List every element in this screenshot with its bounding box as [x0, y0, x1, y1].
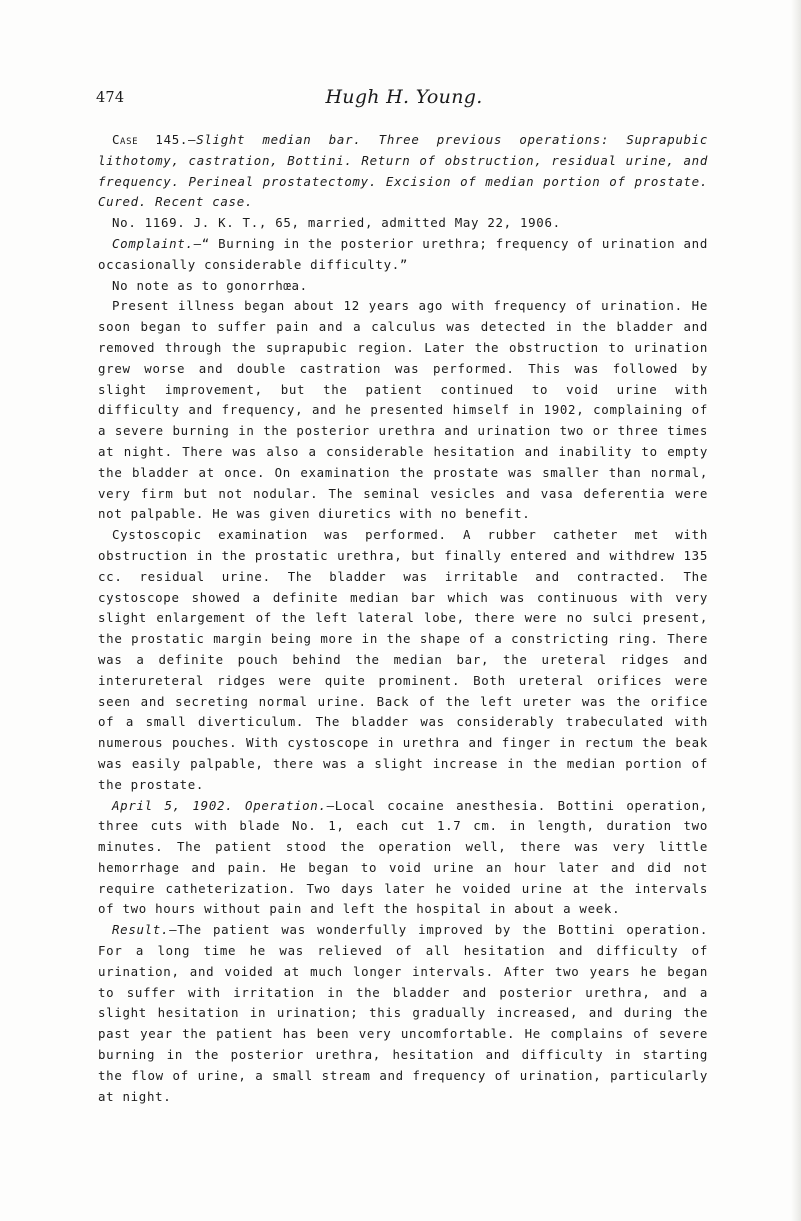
complaint-text: —“ Burning in the posterior urethra; frequency of urination and occasionally considerable difficulty.” — [98, 235, 708, 272]
gonorrhoea-note-paragraph: No note as to gonorrhœa. — [112, 277, 308, 293]
complaint-label: Complaint. — [112, 235, 194, 251]
result-paragraph — [98, 920, 708, 1107]
result-text: —The patient was wonderfully improved by the Bottini operation. For a long time he was relieved of all hesitation and difficulty of urination, and voided at much longer intervals. After two years he began to suffer with irritation in the bladder and posterior urethra, and a slight hesitation in urination; this gradually increased, and during the past year the patient has been very uncomfortable. He complains of severe burning in the posterior urethra, hesitation and difficulty in starting the flow of urine, a small stream and frequency of urination, particularly at night. — [98, 922, 708, 1104]
present-illness-paragraph: Present illness began about 12 years ago with frequency of urination. He soon began to suffer pain and a calculus was detected in the bladder and removed through the suprapubic region. Later the obstruction to urination grew worse and double castration was performed. This was followed by slight improvement, but the patient continued to void urine with difficulty and frequency, and he presented himself in 1902, complaining of a severe burning in the posterior urethra and urination two or three times at night. There was also a considerable hesitation and inability to empty the bladder at once. On examination the prostate was smaller than normal, very firm but not nodular. The seminal vesicles and vasa deferentia were not palpable. He was given diuretics with no benefit. — [98, 298, 708, 522]
operation-paragraph — [98, 796, 708, 921]
page-edge-shadow — [791, 0, 801, 1221]
complaint-paragraph — [98, 234, 708, 276]
running-title: Hugh H. Young. — [325, 86, 483, 108]
operation-date: April 5, 1902. — [112, 797, 234, 813]
result-label: Result. — [112, 922, 170, 938]
operation-text: —Local cocaine anesthesia. Bottini operation, three cuts with blade No. 1, each cut 1.7 cm. in length, duration two minutes. The patient stood the operation well, there was very little hemorrhage and pain. He began to void urine an hour later and did not require catheterization. Two days later he voided urine at the intervals of two hours without pain and left the hospital in about a week. — [98, 797, 708, 917]
operation-label: Operation. — [245, 797, 327, 813]
running-head — [96, 86, 708, 116]
case-label: Case — [112, 132, 139, 147]
case-heading — [98, 130, 708, 213]
page-number: 474 — [96, 90, 125, 106]
case-title: Slight median bar. Three previous operations: Suprapubic lithotomy, castration, Bottini. Return of obstruction, residual urine, and frequency. Perineal prostatectomy. Excision of median portion of prostate. Cured. Recent case. — [98, 132, 708, 210]
cystoscopic-paragraph: Cystoscopic examination was performed. A rubber catheter met with obstruction in the prostatic urethra, but finally entered and withdrew 135 cc. residual urine. The bladder was irritable and contracted. The cystoscope showed a definite median bar which was continuous with very slight enlargement of the left lateral lobe, there were no sulci present, the prostatic margin being more in the shape of a constricting ring. There was a definite pouch behind the median bar, the ureteral ridges and interureteral ridges were quite prominent. Both ureteral orifices were seen and secreting normal urine. Back of the left ureter was the orifice of a small diverticulum. The bladder was considerably trabeculated with numerous pouches. With cystoscope in urethra and finger in rectum the beak was easily palpable, there was a slight increase in the median portion of the prostate. — [98, 527, 708, 792]
admission-paragraph: No. 1169. J. K. T., 65, married, admitted May 22, 1906. — [112, 215, 561, 231]
case-number: 145.— — [138, 132, 197, 147]
case-report-body — [98, 130, 708, 1107]
